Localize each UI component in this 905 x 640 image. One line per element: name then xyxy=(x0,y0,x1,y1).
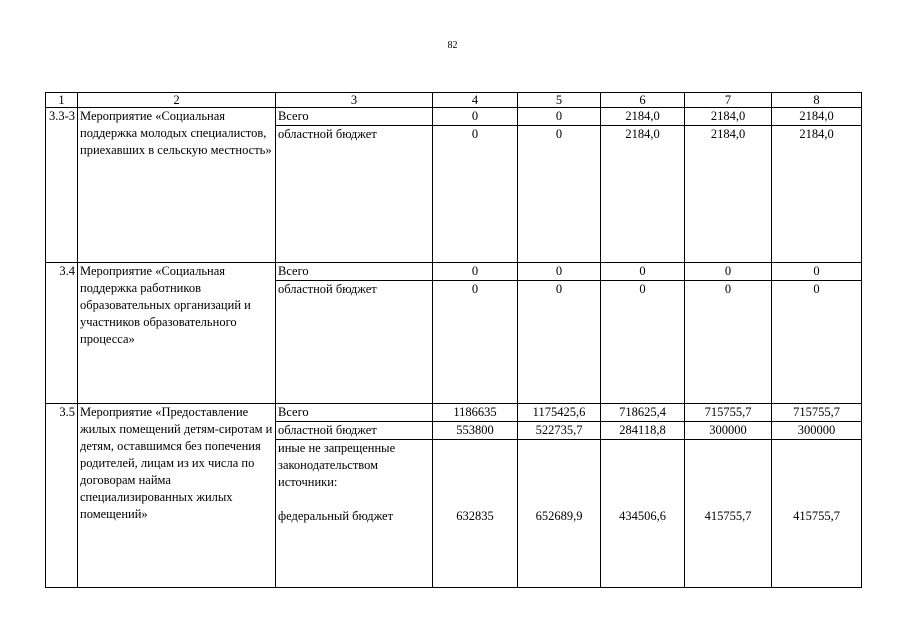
value-cell: 415755,7 xyxy=(685,440,772,588)
table-row xyxy=(46,263,862,281)
other-sources-label: иные не запрещенные законодательством источники: xyxy=(278,441,396,489)
funding-source: Всего xyxy=(276,263,433,281)
value-cell: 300000 xyxy=(772,422,862,440)
header-cell: 6 xyxy=(601,93,685,108)
value-cell: 0 xyxy=(433,263,518,281)
value-cell: 415755,7 xyxy=(772,440,862,588)
funding-source: Всего xyxy=(276,404,433,422)
funding-source: областной бюджет xyxy=(276,422,433,440)
header-cell: 4 xyxy=(433,93,518,108)
value-cell: 553800 xyxy=(433,422,518,440)
value-cell: 2184,0 xyxy=(772,108,862,126)
value-cell: 0 xyxy=(601,281,685,404)
value-cell: 1186635 xyxy=(433,404,518,422)
value-cell: 0 xyxy=(518,108,601,126)
value-cell: 1175425,6 xyxy=(518,404,601,422)
value-cell: 715755,7 xyxy=(685,404,772,422)
funding-source: федеральный бюджет xyxy=(278,509,394,523)
funding-source: Всего xyxy=(276,108,433,126)
header-row xyxy=(46,93,862,108)
value-cell: 718625,4 xyxy=(601,404,685,422)
funding-source: областной бюджет xyxy=(276,281,433,404)
value-cell: 0 xyxy=(685,281,772,404)
page-number: 82 xyxy=(447,40,458,51)
value-cell: 0 xyxy=(518,126,601,263)
value-cell: 0 xyxy=(433,108,518,126)
header-cell: 8 xyxy=(772,93,862,108)
value-cell: 0 xyxy=(772,281,862,404)
value-cell: 284118,8 xyxy=(601,422,685,440)
value-cell: 2184,0 xyxy=(685,126,772,263)
section-description: Мероприятие «Предоставление жилых помещений детям-сиротам и детям, оставшимся без попечения родителей, лицам из их числа по договорам найма специализированных жилых помещений» xyxy=(78,404,276,588)
section-description: Мероприятие «Социальная поддержка молодых специалистов, приехавших в сельскую местность» xyxy=(78,108,276,263)
table-row xyxy=(46,108,862,126)
value-cell: 2184,0 xyxy=(601,108,685,126)
section-code: 3.5 xyxy=(46,404,78,588)
value-cell: 0 xyxy=(685,263,772,281)
budget-table xyxy=(45,92,862,588)
value-cell: 0 xyxy=(518,263,601,281)
section-description: Мероприятие «Социальная поддержка работников образовательных организаций и участников образовательного процесса» xyxy=(78,263,276,404)
value-cell: 2184,0 xyxy=(601,126,685,263)
value-cell: 0 xyxy=(772,263,862,281)
header-cell: 7 xyxy=(685,93,772,108)
value-cell: 652689,9 xyxy=(518,440,601,588)
value-cell: 632835 xyxy=(433,440,518,588)
value-cell: 0 xyxy=(433,126,518,263)
section-code: 3.4 xyxy=(46,263,78,404)
header-cell: 5 xyxy=(518,93,601,108)
funding-source-group xyxy=(276,440,433,588)
value-cell: 2184,0 xyxy=(772,126,862,263)
value-cell: 522735,7 xyxy=(518,422,601,440)
value-cell: 715755,7 xyxy=(772,404,862,422)
value-cell: 0 xyxy=(518,281,601,404)
value-cell: 2184,0 xyxy=(685,108,772,126)
header-cell: 3 xyxy=(276,93,433,108)
table-row xyxy=(46,404,862,422)
value-cell: 0 xyxy=(601,263,685,281)
value-cell: 300000 xyxy=(685,422,772,440)
section-code: 3.3-3 xyxy=(46,108,78,263)
funding-source: областной бюджет xyxy=(276,126,433,263)
header-cell: 2 xyxy=(78,93,276,108)
value-cell: 434506,6 xyxy=(601,440,685,588)
value-cell: 0 xyxy=(433,281,518,404)
header-cell: 1 xyxy=(46,93,78,108)
